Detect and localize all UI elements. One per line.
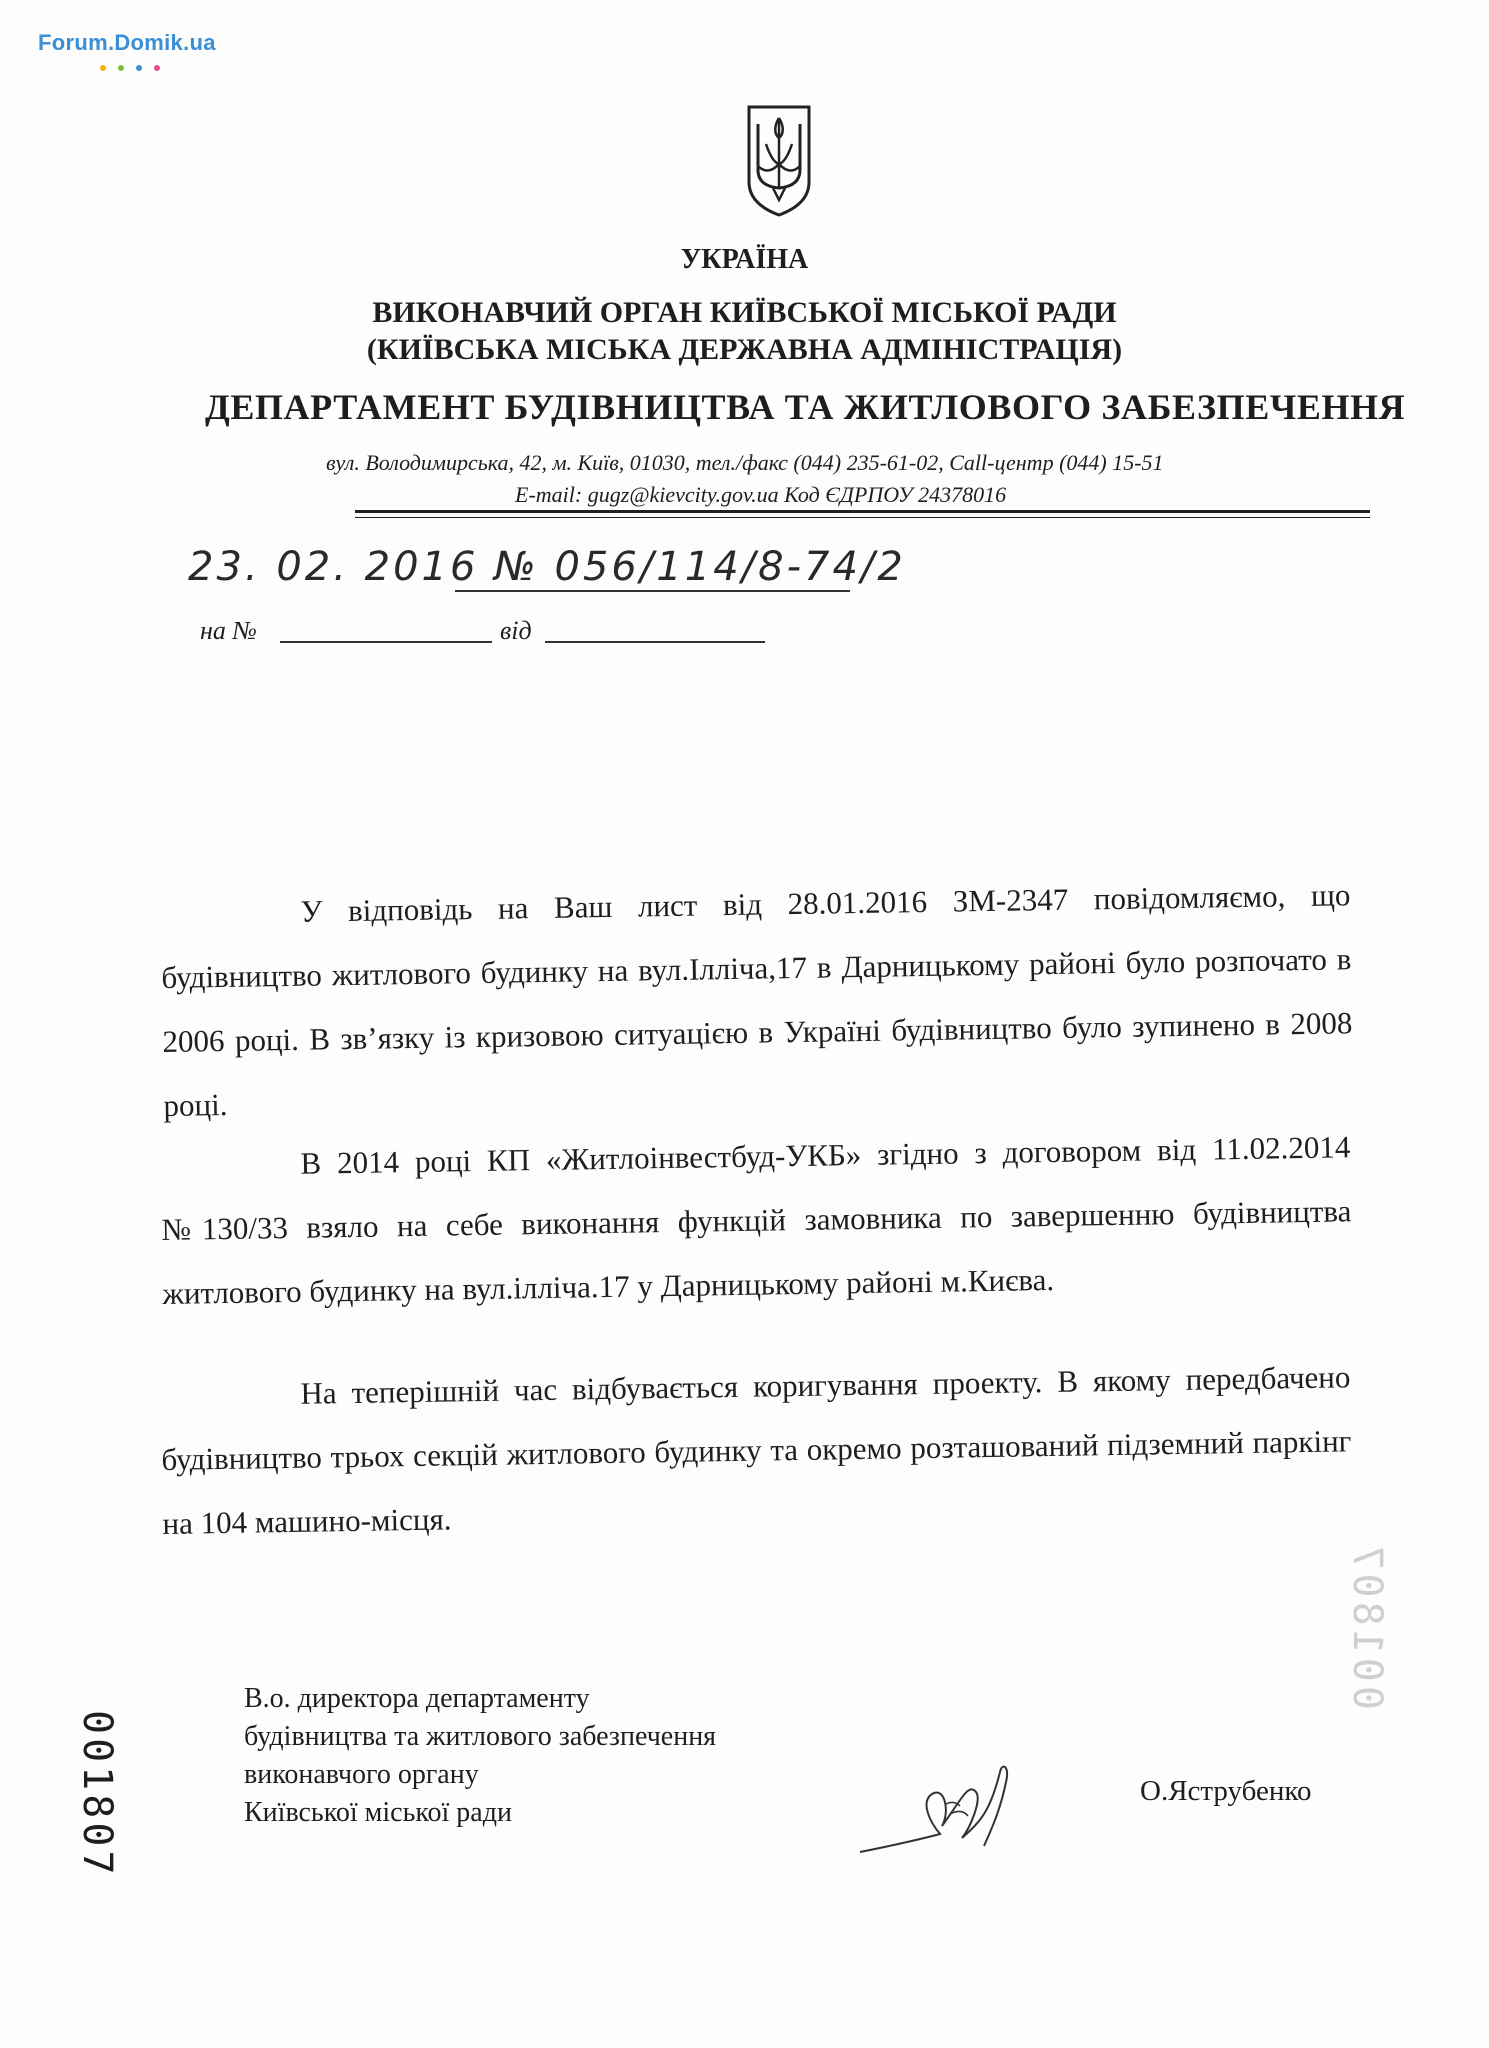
- stamp-number-text: 001807: [74, 1710, 120, 1879]
- signatory-title-line: Київської міської ради: [244, 1797, 512, 1828]
- stamp-number-bleedthrough: [1344, 1542, 1390, 1711]
- contact-line: E-mail: gugz@kievcity.gov.ua Код ЄДРПОУ 24378016: [515, 482, 1007, 507]
- incoming-date-blank: [545, 641, 765, 643]
- watermark-dots: [100, 58, 172, 76]
- letter-body: [160, 1115, 1353, 1326]
- letter-body: [160, 1345, 1353, 1556]
- signatory-name: О.Яструбенко: [1140, 1775, 1312, 1807]
- org-heading-line2: (КИЇВСЬКА МІСЬКА ДЕРЖАВНА АДМІНІСТРАЦІЯ): [366, 333, 1123, 366]
- handwritten-signature: [850, 1742, 1030, 1862]
- incoming-date-label: від: [500, 616, 532, 645]
- header-divider-thick: [355, 510, 1370, 513]
- watermark-dot: [118, 65, 124, 71]
- watermark-dot: [100, 65, 106, 71]
- watermark-dot: [136, 65, 142, 71]
- incoming-number-label: на №: [200, 616, 257, 645]
- body-paragraph: На теперішній час відбувається коригування проекту. В якому передбачено будівництво трьох секцій житлового будинку та окремо розташований підземний паркінг на 104 машино-місця.: [161, 1359, 1352, 1541]
- watermark-logo: Forum.Domik.ua: [38, 30, 216, 55]
- body-paragraph: У відповідь на Ваш лист від 28.01.2016 ЗМ-2347 повідомляємо, що будівництво житлового будинку на вул.Ілліча,17 в Дарницькому районі було розпочато в 2006 році. В зв’язку із кризовою ситуацією в Україні будівництво було зупинено в 2008 році.: [161, 877, 1353, 1123]
- country-heading: УКРАЇНА: [680, 244, 809, 275]
- address-line: вул. Володимирська, 42, м. Київ, 01030, тел./факс (044) 235-61-02, Call-центр (044) 15-51: [326, 450, 1164, 475]
- signatory-title-line: виконавчого органу: [244, 1759, 479, 1790]
- signatory-title: [244, 1680, 716, 1832]
- org-heading-line1: ВИКОНАВЧИЙ ОРГАН КИЇВСЬКОЇ МІСЬКОЇ РАДИ: [372, 296, 1117, 329]
- letter-body: [160, 863, 1354, 1138]
- trident-coat-of-arms-icon: [746, 104, 812, 218]
- incoming-number-blank: [280, 641, 492, 643]
- header-divider-thin: [355, 517, 1370, 518]
- department-heading: ДЕПАРТАМЕНТ БУДІВНИЦТВА ТА ЖИТЛОВОГО ЗАБЕЗПЕЧЕННЯ: [205, 387, 1406, 427]
- reference-underline: [455, 590, 850, 592]
- outgoing-reference-handwritten: 23. 02. 2016 № 056/114/8-74/2: [188, 544, 906, 590]
- body-paragraph: В 2014 році КП «Житлоінвестбуд-УКБ» згідно з договором від 11.02.2014 №130/33 взяло на себе виконання функцій замовника по завершенню будівництва житлового будинку на вул.ілліча.17 у Дарницькому районі м.Києва.: [161, 1129, 1352, 1311]
- signatory-title-line: В.о. директора департаменту: [244, 1683, 590, 1714]
- stamp-number-text: 001807: [1344, 1541, 1390, 1710]
- signatory-title-line: будівництва та житлового забезпечення: [244, 1721, 717, 1752]
- watermark-dot: [154, 65, 160, 71]
